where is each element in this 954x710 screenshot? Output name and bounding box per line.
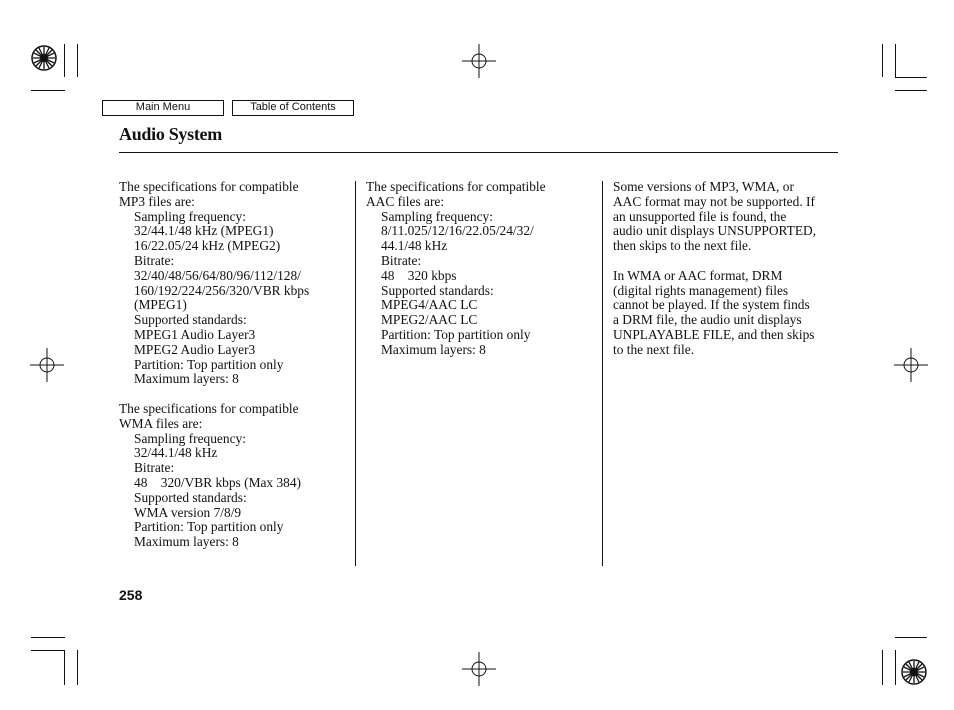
text-line: Bitrate: xyxy=(381,252,422,268)
text-line: WMA files are: xyxy=(119,415,203,431)
text-line: Bitrate: xyxy=(134,460,175,476)
crop-mark xyxy=(895,44,896,77)
crop-mark xyxy=(895,637,927,638)
text-line: 32/40/48/56/64/80/96/112/128/ xyxy=(134,267,301,283)
text-line: UNPLAYABLE FILE, and then skips xyxy=(613,326,815,342)
text-line: a DRM file, the audio unit displays xyxy=(613,312,802,328)
crop-mark xyxy=(882,44,883,77)
table-of-contents-button[interactable]: Table of Contents xyxy=(232,100,354,116)
crop-mark xyxy=(64,650,65,685)
text-line: Partition: Top partition only xyxy=(134,519,284,535)
title-rule xyxy=(119,152,838,153)
registration-crosshair-icon xyxy=(462,652,496,686)
text-line: MPEG4/AAC LC xyxy=(381,297,478,313)
crop-mark xyxy=(77,650,78,685)
text-line: 48 320/VBR kbps (Max 384) xyxy=(134,474,302,490)
text-line: 160/192/224/256/320/VBR kbps xyxy=(134,282,310,298)
column-3 xyxy=(613,180,845,358)
column-2 xyxy=(366,180,598,358)
text-line: Sampling frequency: xyxy=(381,208,493,224)
registration-crosshair-icon xyxy=(462,44,496,78)
crop-mark xyxy=(31,637,65,638)
text-line: Supported standards: xyxy=(381,282,494,298)
aac-specs xyxy=(366,180,598,358)
registration-crosshair-icon xyxy=(30,348,64,382)
text-line: 44.1/48 kHz xyxy=(381,238,448,254)
text-line: 48 320 kbps xyxy=(381,267,457,283)
crop-mark xyxy=(895,90,927,91)
column-divider xyxy=(355,181,356,566)
crop-mark xyxy=(882,650,883,685)
text-line: Supported standards: xyxy=(134,489,247,505)
text-line: 16/22.05/24 kHz (MPEG2) xyxy=(134,238,281,254)
text-line: The specifications for compatible xyxy=(119,179,299,194)
text-line: MP3 files are: xyxy=(119,193,195,209)
text-line: MPEG2/AAC LC xyxy=(381,312,478,328)
text-line: The specifications for compatible xyxy=(119,400,299,416)
text-line: audio unit displays UNSUPPORTED, xyxy=(613,223,817,239)
text-line: MPEG2 Audio Layer3 xyxy=(134,341,256,357)
text-line: Some versions of MP3, WMA, or xyxy=(613,179,794,194)
text-line: AAC format may not be supported. If xyxy=(613,193,815,209)
page-number: 258 xyxy=(119,587,143,603)
text-line: 32/44.1/48 kHz xyxy=(134,445,218,461)
text-line: cannot be played. If the system finds xyxy=(613,297,810,313)
text-line: then skips to the next file. xyxy=(613,238,752,254)
text-line: Partition: Top partition only xyxy=(381,326,531,342)
text-line: In WMA or AAC format, DRM xyxy=(613,267,783,283)
registration-sunburst-icon xyxy=(30,44,58,72)
text-line: WMA version 7/8/9 xyxy=(134,504,242,520)
text-line: Maximum layers: 8 xyxy=(381,341,486,357)
text-line: an unsupported file is found, the xyxy=(613,208,787,224)
text-line: 32/44.1/48 kHz (MPEG1) xyxy=(134,223,274,239)
crop-mark xyxy=(31,90,65,91)
column-1 xyxy=(119,180,351,550)
text-line: to the next file. xyxy=(613,341,695,357)
crop-mark xyxy=(31,650,65,651)
text-line: Maximum layers: 8 xyxy=(134,371,239,387)
crop-mark xyxy=(895,77,927,78)
text-line: (digital rights management) files xyxy=(613,282,789,298)
page-title: Audio System xyxy=(119,124,222,144)
column-divider xyxy=(602,181,603,566)
text-line: Supported standards: xyxy=(134,312,247,328)
text-line: Sampling frequency: xyxy=(134,430,246,446)
crop-mark xyxy=(895,650,896,685)
crop-mark xyxy=(77,44,78,77)
text-line: (MPEG1) xyxy=(134,297,187,313)
unsupported-note xyxy=(613,180,845,254)
crop-mark xyxy=(64,44,65,77)
text-line: Bitrate: xyxy=(134,252,175,268)
wma-specs xyxy=(119,402,351,550)
main-menu-button[interactable]: Main Menu xyxy=(102,100,224,116)
text-line: Partition: Top partition only xyxy=(134,356,284,372)
mp3-specs xyxy=(119,180,351,387)
registration-crosshair-icon xyxy=(894,348,928,382)
text-line: MPEG1 Audio Layer3 xyxy=(134,326,256,342)
text-line: Maximum layers: 8 xyxy=(134,534,239,550)
text-line: AAC files are: xyxy=(366,193,445,209)
text-line: Sampling frequency: xyxy=(134,208,246,224)
registration-sunburst-icon xyxy=(900,658,928,686)
drm-note xyxy=(613,269,845,358)
text-line: The specifications for compatible xyxy=(366,179,546,194)
text-line: 8/11.025/12/16/22.05/24/32/ xyxy=(381,223,534,239)
